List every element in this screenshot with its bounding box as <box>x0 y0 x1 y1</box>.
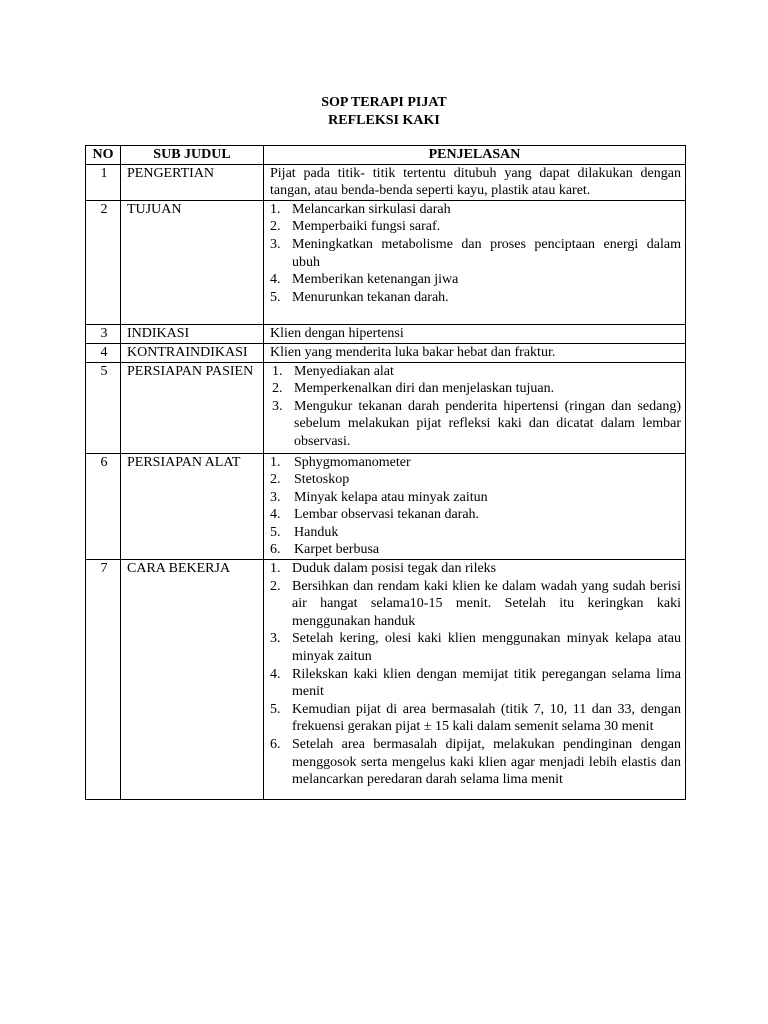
list-item-number: 4. <box>270 272 281 288</box>
list-item <box>270 701 681 736</box>
row-sub-judul: PERSIAPAN ALAT <box>121 453 264 560</box>
row-number: 5 <box>86 362 121 453</box>
list-item <box>270 506 681 524</box>
list-item-number: 3. <box>270 236 281 252</box>
list-item-number: 4. <box>270 507 281 523</box>
table-row <box>86 343 686 362</box>
list-item-number: 5. <box>270 701 281 717</box>
description-list <box>270 201 681 307</box>
list-item-text: Sphygmomanometer <box>294 454 411 470</box>
table-row <box>86 200 686 325</box>
row-number: 3 <box>86 325 121 344</box>
row-sub-judul: INDIKASI <box>121 325 264 344</box>
list-item-text: Memperbaiki fungsi saraf. <box>292 219 441 235</box>
header-penjelasan: PENJELASAN <box>264 146 686 165</box>
row-sub-judul: CARA BEKERJA <box>121 560 264 800</box>
list-item <box>270 630 681 665</box>
list-item-text: Duduk dalam posisi tegak dan rileks <box>292 561 497 577</box>
row-sub-judul: PENGERTIAN <box>121 164 264 200</box>
row-number: 6 <box>86 453 121 560</box>
list-item-number: 2. <box>270 472 281 488</box>
row-number: 4 <box>86 343 121 362</box>
list-item-text: Karpet berbusa <box>294 542 380 558</box>
row-description: Pijat pada titik- titik tertentu ditubuh yang dapat dilakukan dengan tangan, atau benda-benda seperti kayu, plastik atau karet. <box>264 164 686 200</box>
list-item-text: Stetoskop <box>294 472 350 488</box>
list-item-text: Melancarkan sirkulasi darah <box>292 201 451 217</box>
list-item-text: Setelah area bermasalah dipijat, melakukan pendinginan dengan menggosok serta mengelus kaki klien agar menjadi lebih elastis dan melancarkan peredaran darah selama lima menit <box>292 737 681 788</box>
row-sub-judul: KONTRAINDIKASI <box>121 343 264 362</box>
list-item-number: 5. <box>270 289 281 305</box>
list-item <box>270 380 681 398</box>
header-no: NO <box>86 146 121 165</box>
list-item <box>270 578 681 631</box>
list-item <box>270 489 681 507</box>
list-item-text: Mengukur tekanan darah penderita hipertensi (ringan dan sedang) sebelum melakukan pijat refleksi kaki dan dicatat dalam lembar observasi. <box>294 398 681 449</box>
list-item-text: Memberikan ketenangan jiwa <box>292 272 459 288</box>
table-row <box>86 453 686 560</box>
document-subtitle: REFLEKSI KAKI <box>328 113 440 128</box>
list-item-number: 2. <box>270 578 281 594</box>
list-item-number: 2. <box>270 219 281 235</box>
list-item-number: 4. <box>270 666 281 682</box>
table-row <box>86 560 686 800</box>
row-description <box>264 200 686 325</box>
description-list <box>270 454 681 560</box>
list-item-number: 2. <box>272 381 283 397</box>
list-item <box>270 236 681 271</box>
list-item-number: 5. <box>270 524 281 540</box>
table-row <box>86 362 686 453</box>
header-sub-judul: SUB JUDUL <box>121 146 264 165</box>
list-item-text: Lembar observasi tekanan darah. <box>294 507 480 523</box>
list-item-text: Minyak kelapa atau minyak zaitun <box>294 489 488 505</box>
list-item <box>270 271 681 289</box>
list-item-number: 1. <box>270 454 281 470</box>
list-item <box>270 454 681 472</box>
list-item-number: 1. <box>272 363 283 379</box>
row-sub-judul: TUJUAN <box>121 200 264 325</box>
list-item-text: Meningkatkan metabolisme dan proses penciptaan energi dalam ubuh <box>292 236 681 270</box>
description-list <box>270 560 681 789</box>
row-number: 7 <box>86 560 121 800</box>
list-item <box>270 736 681 789</box>
list-item <box>270 218 681 236</box>
list-item-text: Kemudian pijat di area bermasalah (titik 7, 10, 11 dan 33, dengan frekuensi gerakan pijat ± 15 kali dalam semenit selama 30 menit <box>292 701 681 735</box>
list-item <box>270 560 681 578</box>
row-description <box>264 453 686 560</box>
list-item-text: Menurunkan tekanan darah. <box>292 289 449 305</box>
list-item-text: Setelah kering, olesi kaki klien menggunakan minyak kelapa atau minyak zaitun <box>292 631 681 665</box>
description-list <box>270 363 681 451</box>
table-row <box>86 325 686 344</box>
row-description <box>264 560 686 800</box>
list-item-number: 1. <box>270 201 281 217</box>
table-row <box>86 164 686 200</box>
list-item-text: Handuk <box>294 524 339 540</box>
table-header-row <box>86 146 686 165</box>
row-description <box>264 362 686 453</box>
row-sub-judul: PERSIAPAN PASIEN <box>121 362 264 453</box>
list-item-number: 3. <box>270 489 281 505</box>
list-item-number: 6. <box>270 737 281 752</box>
sop-table <box>85 145 686 800</box>
list-item-text: Rilekskan kaki klien dengan memijat titik peregangan selama lima menit <box>292 666 681 700</box>
row-description: Klien yang menderita luka bakar hebat dan fraktur. <box>264 343 686 362</box>
list-item <box>270 398 681 451</box>
row-number: 1 <box>86 164 121 200</box>
list-item-number: 6. <box>270 542 281 558</box>
list-item <box>270 471 681 489</box>
list-item-number: 3. <box>270 631 281 647</box>
list-item-number: 3. <box>272 398 283 414</box>
list-item-text: Menyediakan alat <box>294 363 394 379</box>
list-item-text: Bersihkan dan rendam kaki klien ke dalam wadah yang sudah berisi air hangat selama10-15 menit. Setelah itu keringkan kaki menggunakan handuk <box>292 578 681 629</box>
list-item-text: Memperkenalkan diri dan menjelaskan tujuan. <box>294 381 555 397</box>
list-item <box>270 201 681 219</box>
list-item <box>270 289 681 307</box>
list-item-number: 1. <box>270 561 281 577</box>
list-item <box>270 524 681 542</box>
document-title: SOP TERAPI PIJAT <box>321 95 447 110</box>
row-description: Klien dengan hipertensi <box>264 325 686 344</box>
list-item <box>270 363 681 381</box>
row-number: 2 <box>86 200 121 325</box>
list-item <box>270 666 681 701</box>
list-item <box>270 541 681 559</box>
